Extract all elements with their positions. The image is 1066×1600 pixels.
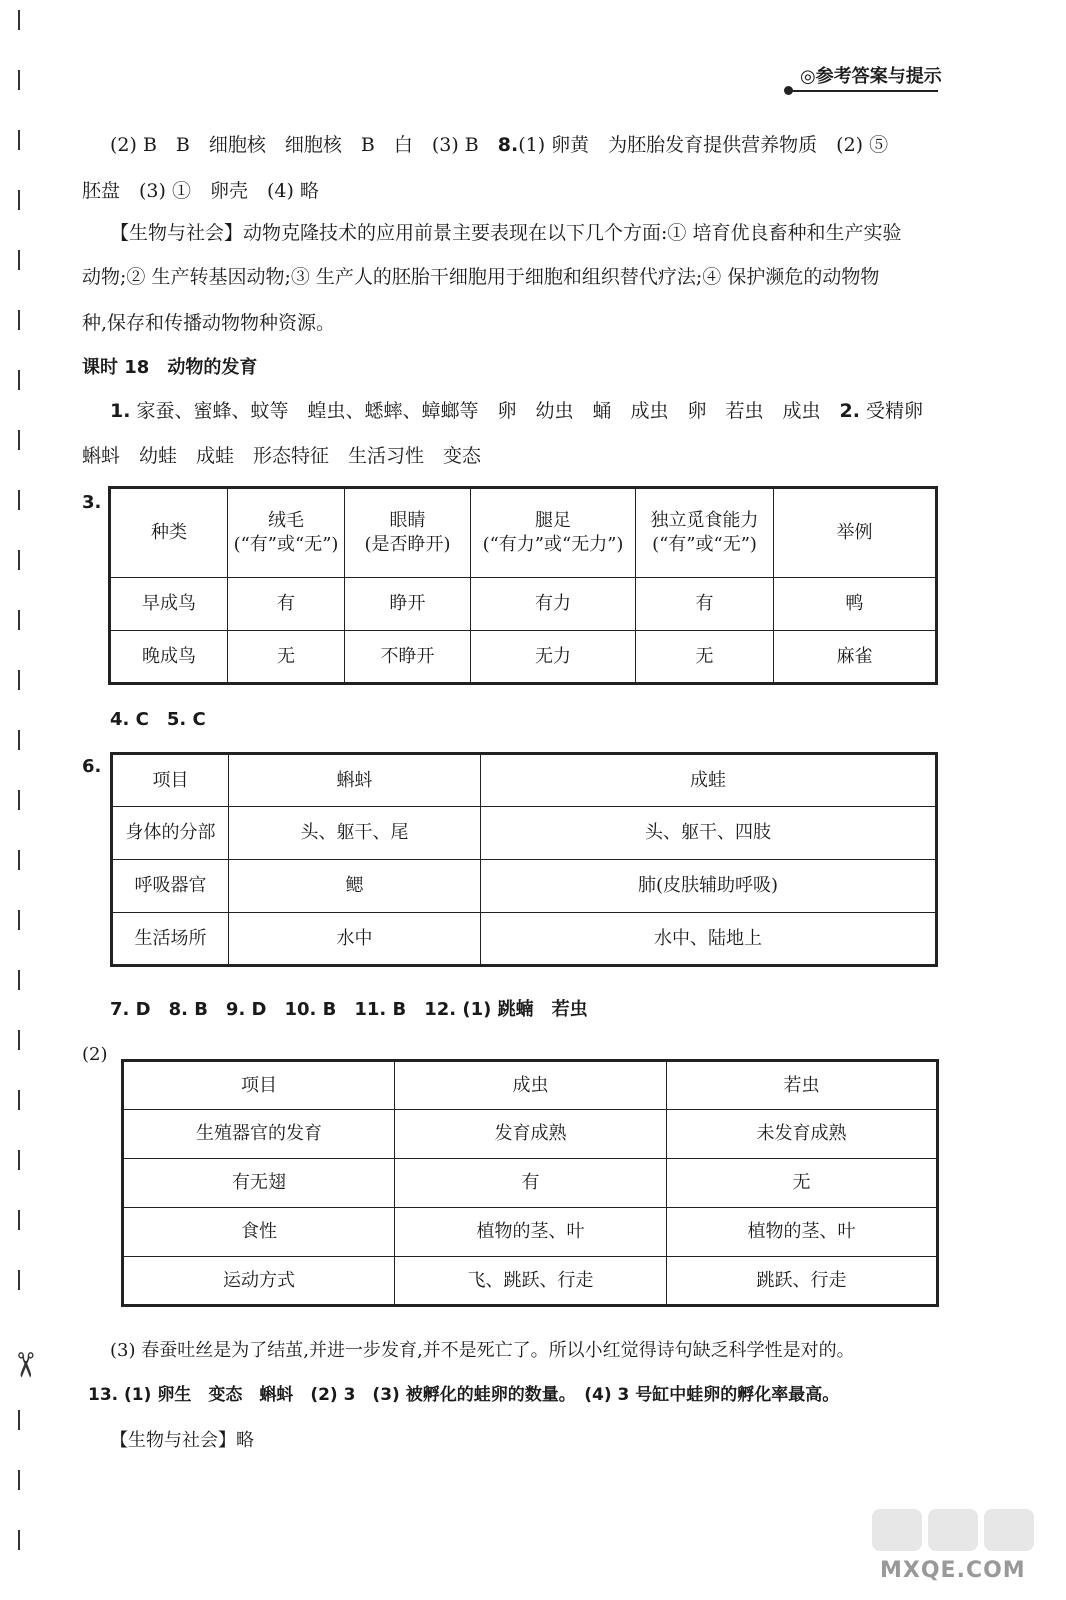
table-row: [110, 578, 937, 631]
table-cell: 未发育成熟: [667, 1110, 938, 1159]
table-cell: 成虫: [395, 1061, 667, 1110]
page-header: ◎参考答案与提示: [800, 66, 942, 87]
scissors-icon: ✂: [4, 1350, 45, 1380]
watermark-text: MXQE.COM: [880, 1558, 1026, 1583]
table-cell: 鸭: [774, 578, 937, 631]
table-cell: 举例: [774, 488, 937, 578]
table-cell: 头、躯干、尾: [229, 807, 481, 860]
answer-bio-society: 【生物与社会】略: [110, 1430, 254, 1451]
answer-q2-line2: 蝌蚪 幼蛙 成蛙 形态特征 生活习性 变态: [82, 445, 482, 467]
answer-line-4: 动物;② 生产转基因动物;③ 生产人的胚胎干细胞用于细胞和组织替代疗法;④ 保护濒危的动物物: [82, 266, 880, 288]
table-row: [123, 1257, 938, 1306]
table-cell: 有: [228, 578, 345, 631]
table-cell: 种类: [110, 488, 228, 578]
table-cell: 腿足 (“有力”或“无力”): [471, 488, 636, 578]
table-cell: 水中、陆地上: [481, 913, 937, 966]
q3-label: 3.: [82, 492, 102, 513]
table-cell: 生殖器官的发育: [123, 1110, 395, 1159]
table-cell: 无力: [471, 631, 636, 684]
table-cell: 绒毛 (“有”或“无”): [228, 488, 345, 578]
table-cell: 肺(皮肤辅助呼吸): [481, 860, 937, 913]
table-cell: 麻雀: [774, 631, 937, 684]
answer-q1: 1. 家蚕、蜜蜂、蚊等 蝗虫、蟋蟀、蟑螂等 卵 幼虫 蛹 成虫 卵 若虫 成虫 2. 受精卵: [110, 400, 924, 422]
table-cell: 项目: [123, 1061, 395, 1110]
table-cell: 早成鸟: [110, 578, 228, 631]
table-cell: 成蛙: [481, 754, 937, 807]
table-cell: 若虫: [667, 1061, 938, 1110]
table-cell: 头、躯干、四肢: [481, 807, 937, 860]
table-row: [112, 913, 937, 966]
table-row: [112, 754, 937, 807]
table-cell: 无: [667, 1159, 938, 1208]
q6-label: 6.: [82, 756, 102, 777]
table-cell: 睁开: [345, 578, 471, 631]
q12-part2-label: (2): [82, 1044, 108, 1065]
table-row: [123, 1061, 938, 1110]
table-row: [110, 488, 937, 578]
table-insect-comparison: [121, 1059, 939, 1307]
table-cell: 呼吸器官: [112, 860, 229, 913]
table-row: [123, 1208, 938, 1257]
table-cell: 独立觅食能力 (“有”或“无”): [636, 488, 774, 578]
table-cell: 蝌蚪: [229, 754, 481, 807]
table-cell: 无: [636, 631, 774, 684]
header-rule: [790, 90, 938, 92]
table-cell: 晚成鸟: [110, 631, 228, 684]
table-cell: 眼睛 (是否睁开): [345, 488, 471, 578]
answer-line-5: 种,保存和传播动物物种资源。: [82, 312, 336, 334]
answer-q7-q12: 7. D 8. B 9. D 10. B 11. B 12. (1) 跳蝻 若虫: [110, 999, 588, 1020]
table-cell: 飞、跳跃、行走: [395, 1257, 667, 1306]
table-cell: 植物的茎、叶: [395, 1208, 667, 1257]
table-cell: 运动方式: [123, 1257, 395, 1306]
answer-line-3: 【生物与社会】动物克隆技术的应用前景主要表现在以下几个方面:① 培育优良畜种和生产实验: [110, 222, 902, 244]
table-row: [110, 631, 937, 684]
answer-q4-q5: 4. C 5. C: [110, 709, 206, 730]
table-cell: 项目: [112, 754, 229, 807]
table-row: [112, 860, 937, 913]
table-cell: 鳃: [229, 860, 481, 913]
table-cell: 有力: [471, 578, 636, 631]
table-cell: 不睁开: [345, 631, 471, 684]
table-cell: 跳跃、行走: [667, 1257, 938, 1306]
lesson-title: 课时 18 动物的发育: [82, 357, 258, 378]
table-cell: 发育成熟: [395, 1110, 667, 1159]
table-cell: 有无翅: [123, 1159, 395, 1208]
table-row: [123, 1159, 938, 1208]
table-row: [123, 1110, 938, 1159]
table-row: [112, 807, 937, 860]
table-cell: 有: [395, 1159, 667, 1208]
table-bird-types: [108, 486, 938, 685]
answer-q12-part3: (3) 春蚕吐丝是为了结茧,并进一步发育,并不是死亡了。所以小红觉得诗句缺乏科学性是对的。: [110, 1340, 855, 1361]
table-cell: 植物的茎、叶: [667, 1208, 938, 1257]
answer-q13: 13. (1) 卵生 变态 蝌蚪 (2) 3 (3) 被孵化的蛙卵的数量。 (4) 3 号缸中蛙卵的孵化率最高。: [88, 1385, 840, 1405]
table-cell: 身体的分部: [112, 807, 229, 860]
table-cell: 无: [228, 631, 345, 684]
table-cell: 水中: [229, 913, 481, 966]
table-cell: 有: [636, 578, 774, 631]
answer-line-1: (2) B B 细胞核 细胞核 B 白 (3) B 8.(1) 卵黄 为胚胎发育提供营养物质 (2) ⑤: [110, 134, 889, 156]
table-cell: 食性: [123, 1208, 395, 1257]
table-cell: 生活场所: [112, 913, 229, 966]
answer-line-2: 胚盘 (3) ① 卵壳 (4) 略: [82, 180, 319, 202]
table-frog-comparison: [110, 752, 938, 967]
